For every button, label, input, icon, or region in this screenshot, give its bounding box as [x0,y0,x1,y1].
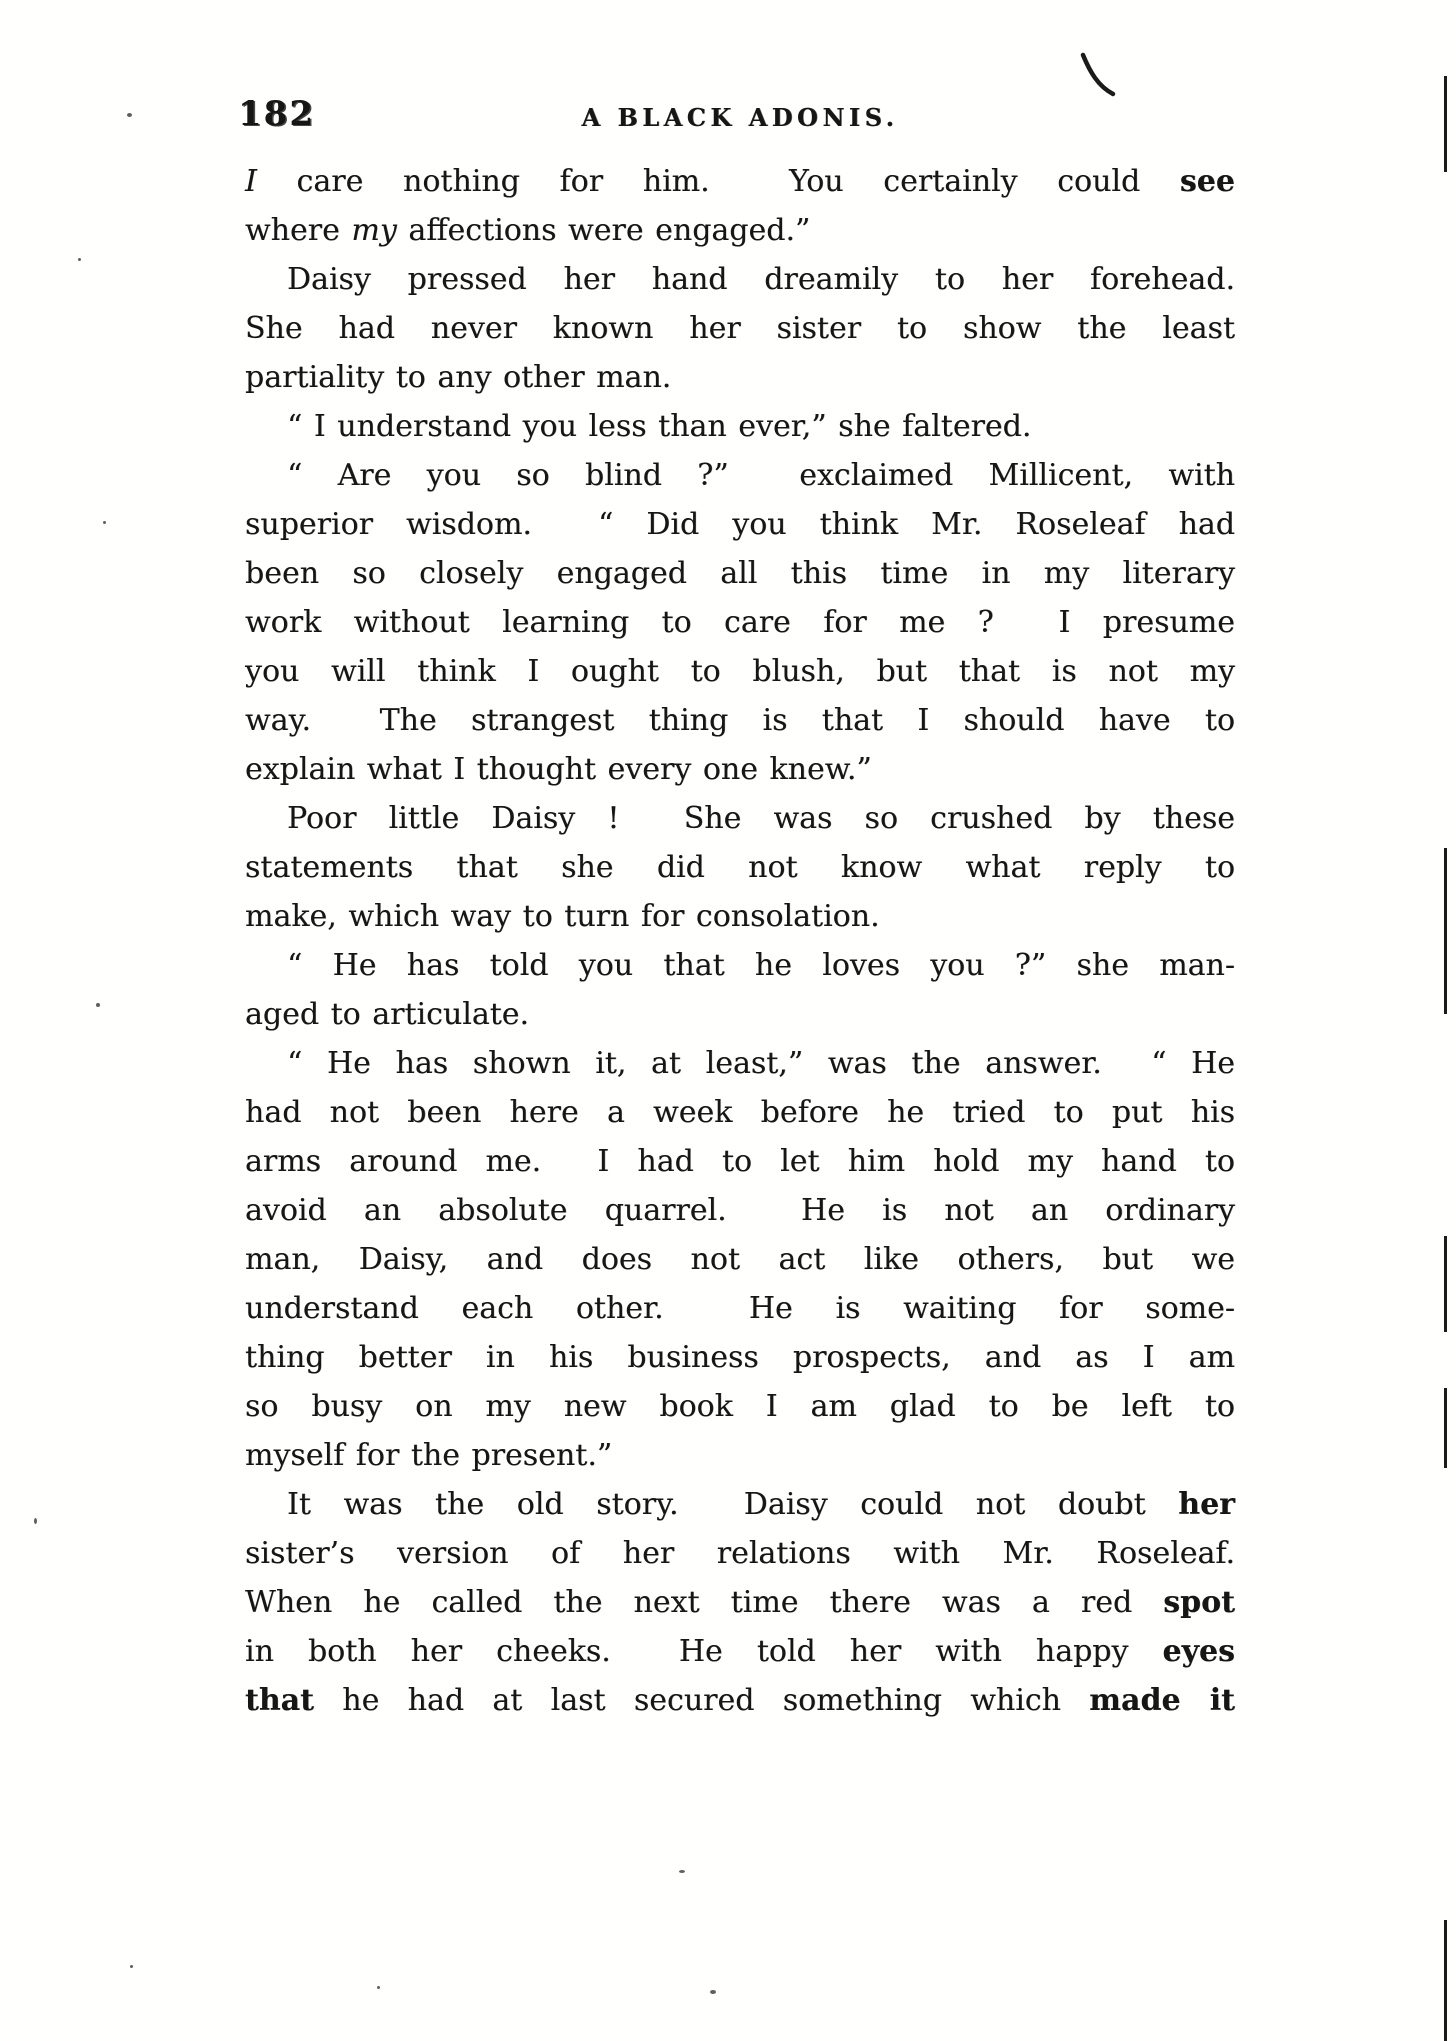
page-text [245,157,1235,1725]
text-line: explain what I thought every one knew.” [245,752,872,787]
text-line: “ He has shown it, at least,” was the answer. “ He [287,1046,1235,1081]
text-line: where my affections were engaged.” [245,213,811,248]
text-line: Poor little Daisy ! She was so crushed by these [287,801,1235,836]
scan-speck-artifact [679,1870,685,1873]
text-line: myself for the present.” [245,1438,613,1473]
text-line: superior wisdom. “ Did you think Mr. Roseleaf had [245,507,1235,542]
text-line: work without learning to care for me ? I presume [245,605,1235,640]
text-line: partiality to any other man. [245,360,672,395]
text-line: that he had at last secured something which made it [245,1683,1236,1718]
scan-line-artifact [1444,1920,1447,2041]
text-line: understand each other. He is waiting for some- [245,1291,1235,1326]
text-line: When he called the next time there was a red spot [245,1585,1235,1620]
text-line: sister’s version of her relations with Mr. Roseleaf. [245,1536,1235,1571]
text-line: man, Daisy, and does not act like others, but we [245,1242,1235,1277]
page-number: 182 [238,94,315,134]
text-line: statements that she did not know what reply to [245,850,1235,885]
text-line: arms around me. I had to let him hold my hand to [245,1144,1235,1179]
text-line: avoid an absolute quarrel. He is not an ordinary [245,1193,1235,1228]
running-title: A BLACK ADONIS. [581,103,899,132]
text-line: aged to articulate. [245,997,530,1032]
text-line: you will think I ought to blush, but that is not my [245,654,1235,689]
scan-line-artifact [1444,76,1447,172]
scan-line-artifact [1444,1236,1447,1332]
text-line: been so closely engaged all this time in my literary [245,556,1235,591]
scan-speck-artifact [34,1518,37,1524]
text-line: I care nothing for him. You certainly could see [245,164,1235,199]
scan-speck-artifact [78,258,81,261]
text-line: in both her cheeks. He told her with happy eyes [245,1634,1235,1669]
scan-line-artifact [1444,1388,1447,1468]
text-line: It was the old story. Daisy could not doubt her [287,1487,1235,1522]
pen-stroke-artifact [1080,52,1120,98]
text-line: thing better in his business prospects, and as I am [245,1340,1235,1375]
text-line: “ He has told you that he loves you ?” she man- [287,948,1235,983]
text-line: “ Are you so blind ?” exclaimed Millicent, with [287,458,1235,493]
text-line: She had never known her sister to show the least [245,311,1235,346]
text-line: Daisy pressed her hand dreamily to her forehead. [287,262,1235,297]
scan-speck-artifact [96,1003,100,1007]
scan-line-artifact [1444,848,1447,1014]
scan-speck-artifact [103,521,106,524]
scan-speck-artifact [377,1986,380,1989]
scan-speck-artifact [127,113,132,117]
text-line: “ I understand you less than ever,” she faltered. [287,409,1032,444]
text-line: make, which way to turn for consolation. [245,899,880,934]
text-line: way. The strangest thing is that I should have to [245,703,1235,738]
text-line: had not been here a week before he tried to put his [245,1095,1235,1130]
text-line: so busy on my new book I am glad to be left to [245,1389,1235,1424]
scan-speck-artifact [130,1965,133,1968]
scan-speck-artifact [710,1990,716,1994]
